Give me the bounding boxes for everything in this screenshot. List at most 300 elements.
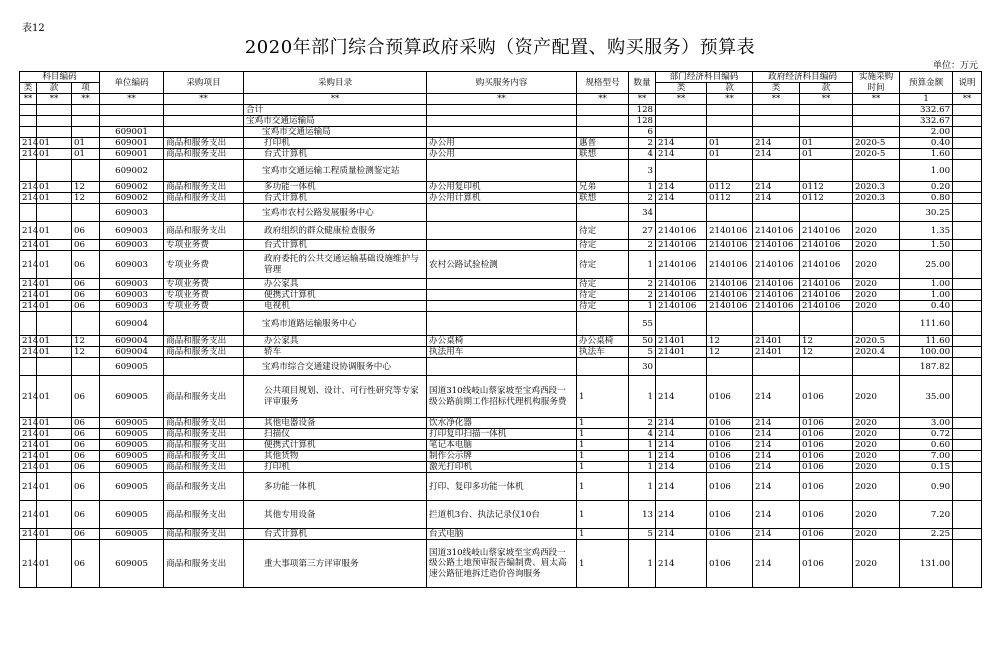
cell-service-content: 激光打印机: [427, 462, 577, 473]
cell-gov-kuan: 0106: [800, 440, 853, 451]
cell-budget: 1.00: [900, 290, 953, 301]
cell-spec: 待定: [577, 279, 629, 290]
cell-lei: 214: [20, 501, 37, 529]
cell-spec: 1: [577, 462, 629, 473]
star-cell: **: [37, 94, 72, 105]
cell-kuan: 01: [37, 429, 72, 440]
cell-lei: 214: [20, 182, 37, 193]
cell-gov-kuan: 2140106: [800, 279, 853, 290]
cell-impl-time: 2020.3: [853, 193, 900, 204]
cell-qty: 2: [629, 418, 656, 429]
cell-lei: [20, 312, 37, 336]
cell-purchase-catalog: 打印机: [244, 138, 427, 149]
cell-lei: 214: [20, 347, 37, 358]
cell-dept-kuan: 2140106: [707, 290, 753, 301]
cell-spec: 联想: [577, 149, 629, 160]
cell-impl-time: 2020: [853, 529, 900, 540]
cell-dept-lei: 2140106: [656, 222, 707, 240]
cell-spec: 联想: [577, 193, 629, 204]
cell-gov-lei: 2140106: [753, 251, 800, 279]
cell-gov-lei: [753, 358, 800, 376]
cell-impl-time: 2020.5: [853, 336, 900, 347]
cell-dept-kuan: 01: [707, 149, 753, 160]
cell-impl-time: 2020: [853, 222, 900, 240]
cell-gov-kuan: 2140106: [800, 290, 853, 301]
cell-note: [953, 336, 982, 347]
cell-budget: 1.00: [900, 160, 953, 182]
cell-dept-lei: 2140106: [656, 290, 707, 301]
table-row: [20, 501, 982, 529]
cell-gov-kuan: 0106: [800, 473, 853, 501]
cell-purchase-item: 商品和服务支出: [164, 182, 244, 193]
cell-gov-kuan: 2140106: [800, 222, 853, 240]
header-kuan: 款: [37, 83, 72, 94]
cell-kuan: [37, 358, 72, 376]
header-lei: 类: [20, 83, 37, 94]
cell-dept-kuan: [707, 358, 753, 376]
cell-dept-lei: [656, 160, 707, 182]
cell-budget: 0.90: [900, 473, 953, 501]
cell-service-content: [427, 204, 577, 222]
cell-service-content: [427, 116, 577, 127]
cell-qty: 1: [629, 540, 656, 588]
cell-service-content: 办公用: [427, 149, 577, 160]
table-row: [20, 204, 982, 222]
cell-unit-code: 609005: [100, 529, 164, 540]
cell-gov-kuan: [800, 358, 853, 376]
table-row: [20, 251, 982, 279]
cell-budget: 100.00: [900, 347, 953, 358]
cell-kuan: 01: [37, 440, 72, 451]
cell-xiang: 06: [72, 240, 100, 251]
cell-qty: 128: [629, 105, 656, 116]
cell-unit-code: 609003: [100, 290, 164, 301]
header-service-content: 购买服务内容: [427, 72, 577, 94]
cell-kuan: 01: [37, 290, 72, 301]
cell-kuan: 01: [37, 251, 72, 279]
cell-dept-kuan: 0112: [707, 182, 753, 193]
cell-gov-kuan: [800, 127, 853, 138]
cell-budget: 0.20: [900, 182, 953, 193]
cell-qty: 30: [629, 358, 656, 376]
cell-purchase-item: 商品和服务支出: [164, 193, 244, 204]
cell-dept-lei: 2140106: [656, 251, 707, 279]
cell-lei: 214: [20, 529, 37, 540]
table-row: [20, 279, 982, 290]
cell-impl-time: 2020.3: [853, 182, 900, 193]
cell-gov-lei: 214: [753, 376, 800, 418]
cell-purchase-item: 专项业务费: [164, 290, 244, 301]
cell-spec: 待定: [577, 290, 629, 301]
cell-gov-lei: 214: [753, 440, 800, 451]
cell-dept-lei: 214: [656, 149, 707, 160]
cell-lei: 214: [20, 376, 37, 418]
cell-purchase-catalog: 扫描仪: [244, 429, 427, 440]
cell-unit-code: 609005: [100, 473, 164, 501]
cell-unit-code: 609005: [100, 376, 164, 418]
header-dept-econ: 部门经济科目编码: [656, 72, 753, 83]
cell-spec: [577, 160, 629, 182]
cell-unit-code: 609004: [100, 312, 164, 336]
cell-service-content: 拦道机3台、执法记录仪10台: [427, 501, 577, 529]
cell-budget: 332.67: [900, 116, 953, 127]
cell-kuan: 01: [37, 240, 72, 251]
cell-purchase-item: [164, 312, 244, 336]
cell-qty: 1: [629, 301, 656, 312]
cell-kuan: 01: [37, 301, 72, 312]
cell-dept-lei: [656, 312, 707, 336]
cell-note: [953, 473, 982, 501]
cell-budget: 2.00: [900, 127, 953, 138]
cell-gov-kuan: 0106: [800, 501, 853, 529]
cell-note: [953, 418, 982, 429]
cell-purchase-catalog: 多功能一体机: [244, 473, 427, 501]
cell-unit-code: [100, 105, 164, 116]
cell-dept-kuan: [707, 204, 753, 222]
star-cell: **: [800, 94, 853, 105]
cell-purchase-item: 专项业务费: [164, 251, 244, 279]
cell-service-content: [427, 127, 577, 138]
cell-xiang: [72, 160, 100, 182]
table-row: [20, 347, 982, 358]
table-row: [20, 222, 982, 240]
cell-purchase-item: [164, 127, 244, 138]
cell-gov-lei: 214: [753, 451, 800, 462]
cell-dept-lei: [656, 127, 707, 138]
cell-gov-kuan: 2140106: [800, 251, 853, 279]
cell-service-content: [427, 160, 577, 182]
cell-note: [953, 105, 982, 116]
cell-unit-code: 609005: [100, 418, 164, 429]
cell-dept-lei: [656, 358, 707, 376]
cell-note: [953, 116, 982, 127]
cell-note: [953, 290, 982, 301]
cell-dept-kuan: 12: [707, 347, 753, 358]
table-row: [20, 376, 982, 418]
cell-qty: 13: [629, 501, 656, 529]
cell-budget: 7.00: [900, 451, 953, 462]
cell-unit-code: 609005: [100, 440, 164, 451]
cell-unit-code: 609005: [100, 501, 164, 529]
cell-unit-code: 609005: [100, 451, 164, 462]
cell-qty: 128: [629, 116, 656, 127]
cell-service-content: [427, 222, 577, 240]
cell-gov-kuan: [800, 204, 853, 222]
table-row: [20, 160, 982, 182]
cell-service-content: [427, 279, 577, 290]
cell-dept-kuan: 0106: [707, 376, 753, 418]
cell-gov-lei: 2140106: [753, 240, 800, 251]
cell-dept-kuan: 2140106: [707, 251, 753, 279]
cell-budget: 2.25: [900, 529, 953, 540]
cell-gov-lei: 214: [753, 529, 800, 540]
cell-impl-time: 2020: [853, 279, 900, 290]
cell-purchase-item: [164, 116, 244, 127]
cell-budget: 0.80: [900, 193, 953, 204]
cell-gov-kuan: 0106: [800, 376, 853, 418]
header-budget: 预算金额: [900, 72, 953, 94]
cell-unit-code: 609005: [100, 429, 164, 440]
cell-kuan: 01: [37, 347, 72, 358]
cell-lei: 214: [20, 279, 37, 290]
cell-gov-lei: 214: [753, 429, 800, 440]
cell-unit-code: 609001: [100, 149, 164, 160]
cell-purchase-item: 商品和服务支出: [164, 462, 244, 473]
cell-purchase-catalog: 打印机: [244, 462, 427, 473]
cell-qty: 55: [629, 312, 656, 336]
cell-note: [953, 540, 982, 588]
cell-budget: 332.67: [900, 105, 953, 116]
cell-unit-code: 609004: [100, 347, 164, 358]
cell-service-content: 国道310线岐山蔡家坡至宝鸡西段一级公路土地预审报告编制费、眉太高速公路征地拆迁造价咨询服务: [427, 540, 577, 588]
cell-gov-lei: 214: [753, 501, 800, 529]
cell-budget: 25.00: [900, 251, 953, 279]
cell-purchase-catalog: 政府委托的公共交通运输基础设施维护与管理: [244, 251, 427, 279]
cell-purchase-item: 商品和服务支出: [164, 501, 244, 529]
cell-qty: 34: [629, 204, 656, 222]
cell-xiang: [72, 204, 100, 222]
cell-kuan: 01: [37, 501, 72, 529]
cell-qty: 1: [629, 440, 656, 451]
header-dept-lei: 类: [656, 83, 707, 94]
cell-qty: 1: [629, 251, 656, 279]
cell-xiang: [72, 116, 100, 127]
cell-budget: 3.00: [900, 418, 953, 429]
cell-purchase-catalog: 便携式计算机: [244, 440, 427, 451]
cell-qty: 4: [629, 429, 656, 440]
table-row: [20, 440, 982, 451]
cell-lei: 214: [20, 451, 37, 462]
star-cell: **: [953, 94, 982, 105]
cell-xiang: 06: [72, 473, 100, 501]
cell-dept-lei: 214: [656, 440, 707, 451]
cell-kuan: 01: [37, 451, 72, 462]
cell-budget: 131.00: [900, 540, 953, 588]
cell-gov-kuan: 0106: [800, 529, 853, 540]
cell-purchase-item: [164, 204, 244, 222]
cell-purchase-catalog: 其他专用设备: [244, 501, 427, 529]
cell-kuan: 01: [37, 193, 72, 204]
cell-impl-time: [853, 358, 900, 376]
cell-purchase-catalog: 宝鸡市综合交通建设协调服务中心: [244, 358, 427, 376]
cell-purchase-catalog: 台式计算机: [244, 193, 427, 204]
cell-xiang: 06: [72, 451, 100, 462]
cell-spec: 1: [577, 501, 629, 529]
cell-kuan: 01: [37, 149, 72, 160]
table-row: [20, 462, 982, 473]
cell-purchase-catalog: 轿车: [244, 347, 427, 358]
cell-kuan: 01: [37, 336, 72, 347]
star-cell: **: [853, 94, 900, 105]
cell-kuan: 01: [37, 376, 72, 418]
cell-purchase-item: [164, 160, 244, 182]
cell-note: [953, 279, 982, 290]
cell-lei: 214: [20, 290, 37, 301]
table-row: [20, 290, 982, 301]
cell-note: [953, 127, 982, 138]
star-cell: **: [244, 94, 427, 105]
cell-gov-lei: 214: [753, 540, 800, 588]
cell-lei: 214: [20, 138, 37, 149]
cell-qty: 2: [629, 290, 656, 301]
cell-note: [953, 222, 982, 240]
cell-xiang: 12: [72, 182, 100, 193]
cell-dept-lei: 214: [656, 418, 707, 429]
cell-kuan: 01: [37, 279, 72, 290]
cell-spec: 待定: [577, 301, 629, 312]
cell-lei: 214: [20, 193, 37, 204]
cell-qty: 1: [629, 376, 656, 418]
cell-budget: 1.00: [900, 279, 953, 290]
cell-impl-time: [853, 160, 900, 182]
table-row: [20, 105, 982, 116]
cell-xiang: [72, 127, 100, 138]
cell-xiang: [72, 358, 100, 376]
cell-gov-kuan: 0112: [800, 182, 853, 193]
budget-table: [19, 71, 982, 588]
header-purchase-item: 采购项目: [164, 72, 244, 94]
cell-service-content: 制作公示牌: [427, 451, 577, 462]
cell-kuan: 01: [37, 540, 72, 588]
cell-dept-lei: 214: [656, 451, 707, 462]
cell-gov-lei: [753, 116, 800, 127]
cell-note: [953, 358, 982, 376]
cell-lei: 214: [20, 540, 37, 588]
cell-service-content: 办公用: [427, 138, 577, 149]
cell-dept-lei: 2140106: [656, 301, 707, 312]
cell-purchase-catalog: 宝鸡市交通运输局: [244, 116, 427, 127]
cell-lei: 214: [20, 418, 37, 429]
cell-service-content: 打印、复印多功能一体机: [427, 473, 577, 501]
cell-dept-lei: 21401: [656, 347, 707, 358]
header-purchase-catalog: 采购目录: [244, 72, 427, 94]
cell-gov-lei: [753, 127, 800, 138]
cell-gov-kuan: [800, 160, 853, 182]
cell-dept-lei: 214: [656, 429, 707, 440]
cell-budget: 187.82: [900, 358, 953, 376]
cell-dept-kuan: 2140106: [707, 240, 753, 251]
cell-qty: 4: [629, 149, 656, 160]
cell-note: [953, 376, 982, 418]
cell-kuan: [37, 116, 72, 127]
cell-purchase-catalog: 其他货物: [244, 451, 427, 462]
cell-dept-lei: 214: [656, 376, 707, 418]
cell-impl-time: 2020: [853, 418, 900, 429]
cell-note: [953, 301, 982, 312]
cell-gov-lei: 21401: [753, 336, 800, 347]
cell-lei: [20, 204, 37, 222]
cell-impl-time: 2020-5: [853, 149, 900, 160]
cell-note: [953, 138, 982, 149]
cell-qty: 27: [629, 222, 656, 240]
cell-note: [953, 440, 982, 451]
cell-budget: 1.35: [900, 222, 953, 240]
star-cell: **: [72, 94, 100, 105]
cell-note: [953, 193, 982, 204]
cell-spec: 待定: [577, 222, 629, 240]
cell-service-content: 办公桌椅: [427, 336, 577, 347]
cell-spec: 惠普: [577, 138, 629, 149]
table-row: [20, 312, 982, 336]
cell-unit-code: 609003: [100, 301, 164, 312]
cell-dept-kuan: 0112: [707, 193, 753, 204]
cell-qty: 6: [629, 127, 656, 138]
cell-service-content: [427, 358, 577, 376]
cell-xiang: 06: [72, 462, 100, 473]
cell-service-content: 办公用计算机: [427, 193, 577, 204]
cell-unit-code: 609003: [100, 279, 164, 290]
cell-lei: 214: [20, 440, 37, 451]
cell-qty: 50: [629, 336, 656, 347]
cell-unit-code: 609001: [100, 127, 164, 138]
cell-purchase-item: 商品和服务支出: [164, 138, 244, 149]
table-row: [20, 149, 982, 160]
cell-xiang: 12: [72, 193, 100, 204]
cell-gov-lei: 2140106: [753, 301, 800, 312]
cell-purchase-catalog: 多功能一体机: [244, 182, 427, 193]
cell-lei: 214: [20, 251, 37, 279]
cell-purchase-item: 专项业务费: [164, 279, 244, 290]
cell-impl-time: 2020: [853, 290, 900, 301]
table-row: [20, 418, 982, 429]
table-row: [20, 529, 982, 540]
cell-dept-lei: 214: [656, 501, 707, 529]
cell-lei: 214: [20, 301, 37, 312]
cell-impl-time: 2020: [853, 376, 900, 418]
cell-purchase-catalog: 政府组织的群众健康检查服务: [244, 222, 427, 240]
cell-dept-lei: 214: [656, 462, 707, 473]
cell-spec: 1: [577, 473, 629, 501]
cell-dept-kuan: 0106: [707, 418, 753, 429]
cell-dept-kuan: [707, 127, 753, 138]
cell-unit-code: 609001: [100, 138, 164, 149]
cell-service-content: [427, 290, 577, 301]
cell-service-content: 笔记本电脑: [427, 440, 577, 451]
cell-purchase-item: 商品和服务支出: [164, 336, 244, 347]
cell-note: [953, 182, 982, 193]
cell-note: [953, 529, 982, 540]
star-cell: **: [629, 94, 656, 105]
cell-gov-lei: 21401: [753, 347, 800, 358]
cell-kuan: 01: [37, 462, 72, 473]
cell-qty: 2: [629, 240, 656, 251]
cell-budget: 1.50: [900, 240, 953, 251]
star-cell: **: [753, 94, 800, 105]
cell-purchase-item: 商品和服务支出: [164, 376, 244, 418]
cell-note: [953, 160, 982, 182]
cell-budget: 30.25: [900, 204, 953, 222]
cell-budget: 35.00: [900, 376, 953, 418]
cell-purchase-item: 商品和服务支出: [164, 429, 244, 440]
cell-service-content: 饮水净化器: [427, 418, 577, 429]
cell-dept-kuan: [707, 105, 753, 116]
cell-budget: 0.40: [900, 301, 953, 312]
table-row: [20, 473, 982, 501]
table-row: [20, 116, 982, 127]
cell-spec: 1: [577, 418, 629, 429]
cell-dept-lei: 214: [656, 540, 707, 588]
cell-purchase-catalog: 台式计算机: [244, 529, 427, 540]
cell-impl-time: 2020-5: [853, 138, 900, 149]
cell-kuan: [37, 204, 72, 222]
cell-purchase-catalog: 台式计算机: [244, 149, 427, 160]
cell-kuan: 01: [37, 182, 72, 193]
cell-gov-kuan: 01: [800, 138, 853, 149]
cell-spec: 1: [577, 451, 629, 462]
cell-xiang: 06: [72, 376, 100, 418]
header-impl-time: 实施采购时间: [853, 72, 900, 94]
cell-gov-lei: 214: [753, 473, 800, 501]
